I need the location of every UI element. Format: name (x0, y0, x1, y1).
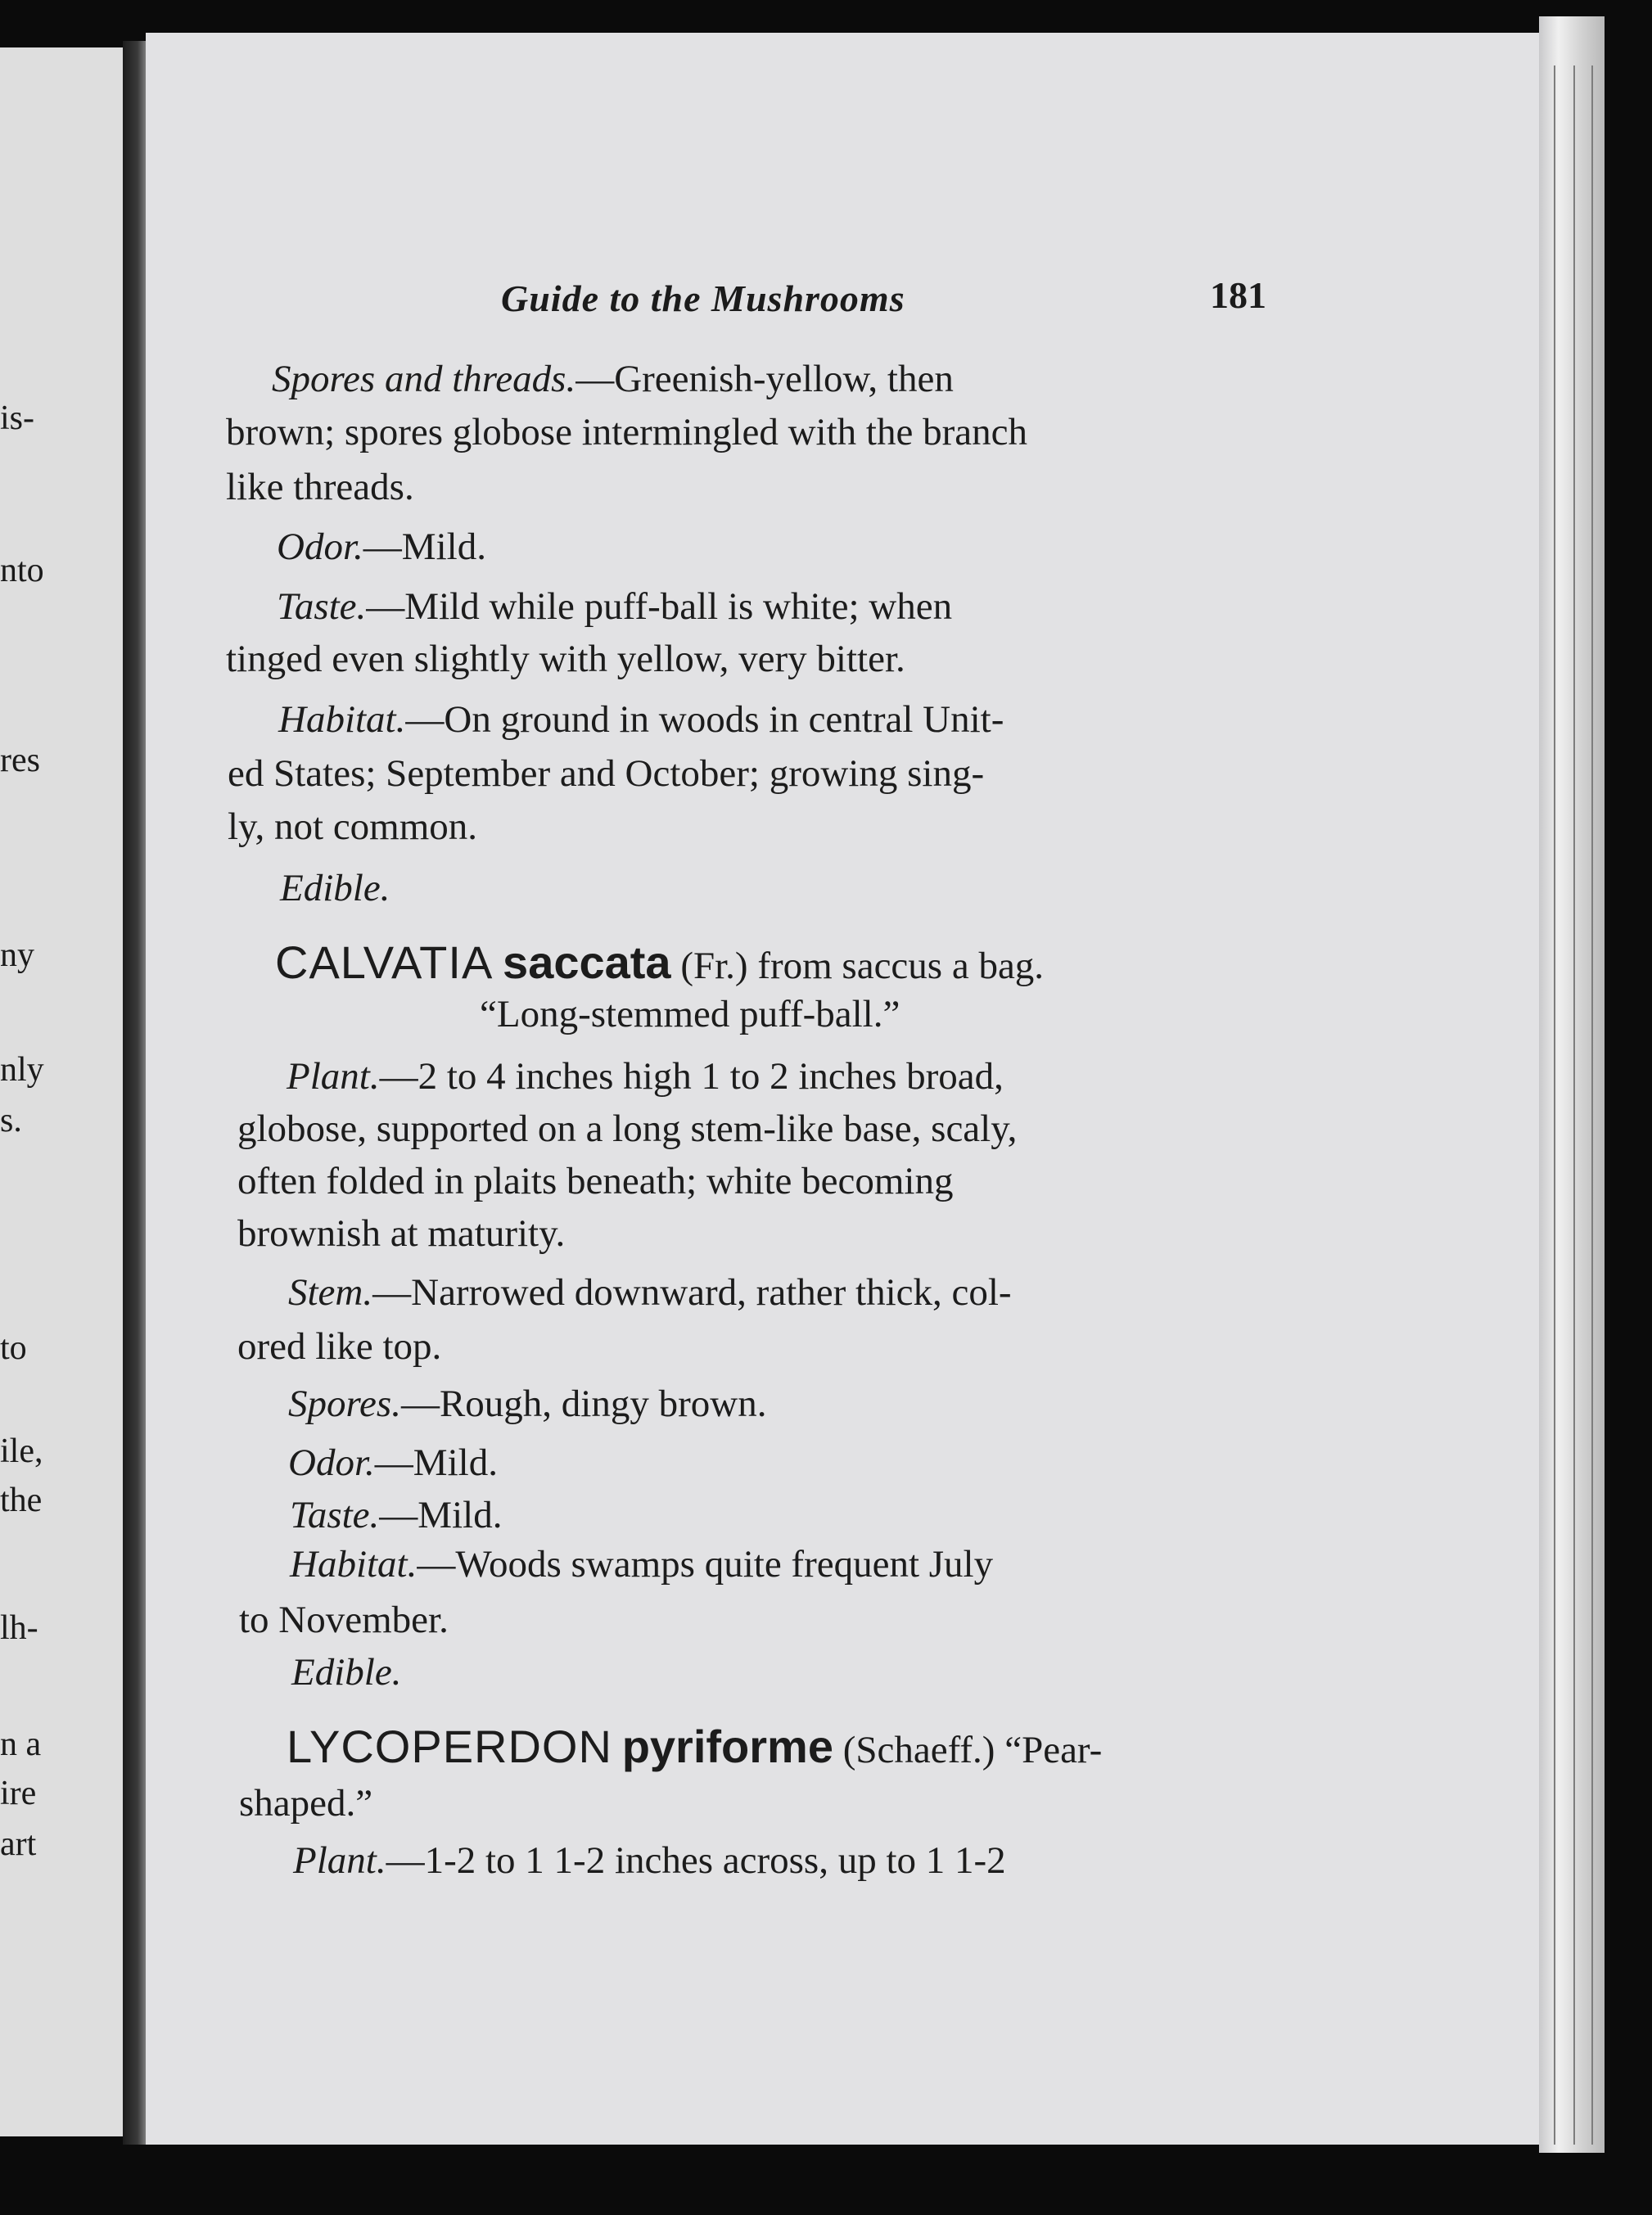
stem-line-1 (288, 1271, 1012, 1314)
section-label: Spores. (288, 1383, 401, 1425)
common-name: “Long-stemmed puff-ball.” (480, 993, 900, 1035)
habitat-line-1 (290, 1545, 993, 1584)
page-edge-line (1573, 65, 1575, 2145)
body-text: —Narrowed downward, rather thick, col- (372, 1271, 1012, 1314)
body-text: —Greenish-yellow, then (575, 358, 954, 400)
body-text: —1-2 to 1 1-2 inches across, up to 1 1-2 (386, 1839, 1006, 1882)
section-label: Taste. (277, 585, 367, 628)
facing-page-text: res (0, 742, 40, 779)
species-etymology: (Fr.) from saccus a bag. (670, 945, 1045, 987)
species-heading (287, 1721, 1103, 1772)
spores-line (288, 1385, 766, 1423)
section-label: Plant. (293, 1839, 386, 1882)
body-text: —Mild. (379, 1494, 503, 1536)
section-label: Stem. (288, 1271, 373, 1314)
section-label: Spores and threads. (272, 358, 576, 400)
body-line: to November. (239, 1599, 449, 1641)
facing-page-text: ire (0, 1775, 37, 1812)
genus-name: CALVATIA (275, 936, 494, 988)
body-line: like threads. (226, 466, 414, 508)
facing-page-text: the (0, 1482, 43, 1519)
body-line: often folded in plaits beneath; white becoming (237, 1160, 954, 1202)
page-number: 181 (1210, 274, 1266, 316)
body-line: ed States; September and October; growing sing- (228, 752, 985, 795)
body-text: —Mild. (374, 1441, 498, 1484)
body-text: —Woods swamps quite frequent July (417, 1543, 994, 1586)
body-text: —Rough, dingy brown. (400, 1383, 767, 1425)
facing-page-text: s. (0, 1102, 22, 1139)
odor-line (277, 528, 486, 566)
running-head-title: Guide to the Mushrooms (501, 277, 905, 319)
habitat-line-1 (278, 698, 1004, 741)
section-label: Habitat. (278, 698, 406, 741)
taste-line (290, 1496, 502, 1535)
plant-line-1 (293, 1839, 1006, 1882)
genus-name: LYCOPERDON (287, 1721, 612, 1772)
body-line: brownish at maturity. (237, 1212, 566, 1255)
body-line: shaped.” (239, 1782, 373, 1825)
edibility-note: Edible. (291, 1651, 402, 1694)
species-etymology: (Schaeff.) “Pear- (833, 1729, 1103, 1771)
spores-threads-line-1 (272, 360, 954, 399)
body-text: —Mild. (363, 526, 486, 568)
section-label: Odor. (277, 526, 363, 568)
facing-page-text: lh- (0, 1609, 38, 1647)
page-edges (1539, 16, 1605, 2153)
page-edge-line (1554, 65, 1555, 2145)
section-label: Odor. (288, 1441, 375, 1484)
taste-line-1 (277, 585, 953, 628)
facing-page-text: art (0, 1825, 37, 1863)
body-line: brown; spores globose intermingled with the branch (226, 411, 1027, 453)
species-heading (275, 936, 1045, 988)
body-line: globose, supported on a long stem-like base, scaly, (237, 1108, 1018, 1150)
facing-page-text: ile, (0, 1432, 43, 1470)
section-label: Plant. (287, 1055, 380, 1098)
facing-page-text: to (0, 1329, 27, 1367)
facing-page-text: ny (0, 936, 34, 974)
plant-line-1 (287, 1055, 1004, 1098)
body-line: ly, not common. (228, 805, 478, 848)
facing-page-fragment (0, 47, 123, 2136)
body-text: —Mild while puff-ball is white; when (366, 585, 953, 628)
section-label: Taste. (290, 1494, 380, 1536)
body-text: —2 to 4 inches high 1 to 2 inches broad, (379, 1055, 1004, 1098)
page-edge-line (1591, 65, 1593, 2145)
facing-page-text: is- (0, 399, 34, 437)
body-line: tinged even slightly with yellow, very bitter. (226, 638, 905, 680)
species-name: pyriforme (621, 1721, 833, 1772)
facing-page-text: nly (0, 1051, 44, 1089)
species-name: saccata (503, 936, 671, 988)
odor-line (288, 1441, 498, 1484)
body-text: —On ground in woods in central Unit- (405, 698, 1004, 741)
section-label: Habitat. (290, 1543, 418, 1586)
body-line: ored like top. (237, 1325, 442, 1368)
edibility-note: Edible. (280, 867, 390, 909)
facing-page-text: n a (0, 1726, 42, 1763)
book-gutter (123, 41, 147, 2145)
facing-page-text: nto (0, 552, 44, 589)
